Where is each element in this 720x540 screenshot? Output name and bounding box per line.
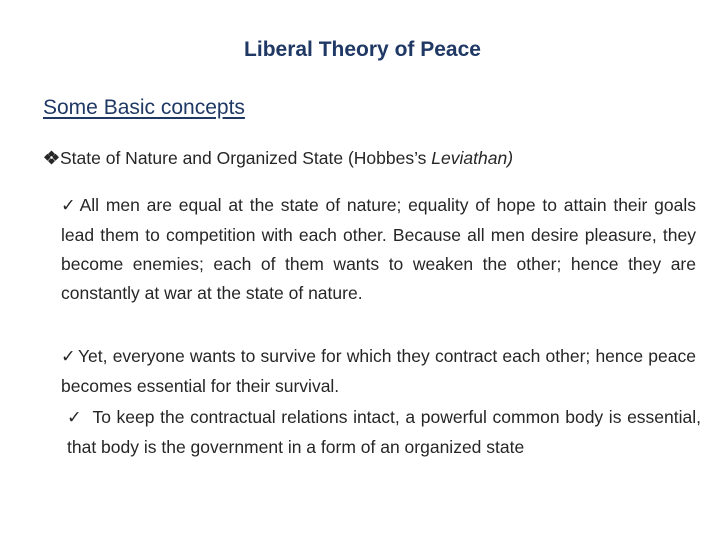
- point-2-text: Yet, everyone wants to survive for which they contract each other; hence peace becomes essential for their survival.: [61, 346, 696, 396]
- main-bullet-italic: Leviathan): [431, 148, 514, 168]
- checkmark-icon: ✓: [61, 347, 76, 367]
- main-bullet-text: State of Nature and Organized State (Hobbes’s: [60, 148, 432, 168]
- point-3-text: To keep the contractual relations intact, a powerful common body is essential, that body is the government in a form of an organized state: [67, 407, 701, 457]
- point-2: [61, 342, 696, 401]
- diamond-bullet-icon: [43, 149, 60, 164]
- point-1: [61, 191, 696, 308]
- checkmark-icon: ✓: [61, 196, 78, 216]
- checkmark-icon: ✓: [67, 408, 83, 428]
- point-3: [67, 403, 701, 462]
- slide-title: Liberal Theory of Peace: [244, 38, 481, 61]
- point-1-text: All men are equal at the state of nature; equality of hope to attain their goals lead them to competition with each other. Because all men desire pleasure, they become enemies; each of them wants to weaken the other; hence they are constantly at war at the state of nature.: [61, 195, 696, 303]
- main-bullet: [43, 148, 513, 169]
- section-heading: Some Basic concepts: [43, 96, 245, 119]
